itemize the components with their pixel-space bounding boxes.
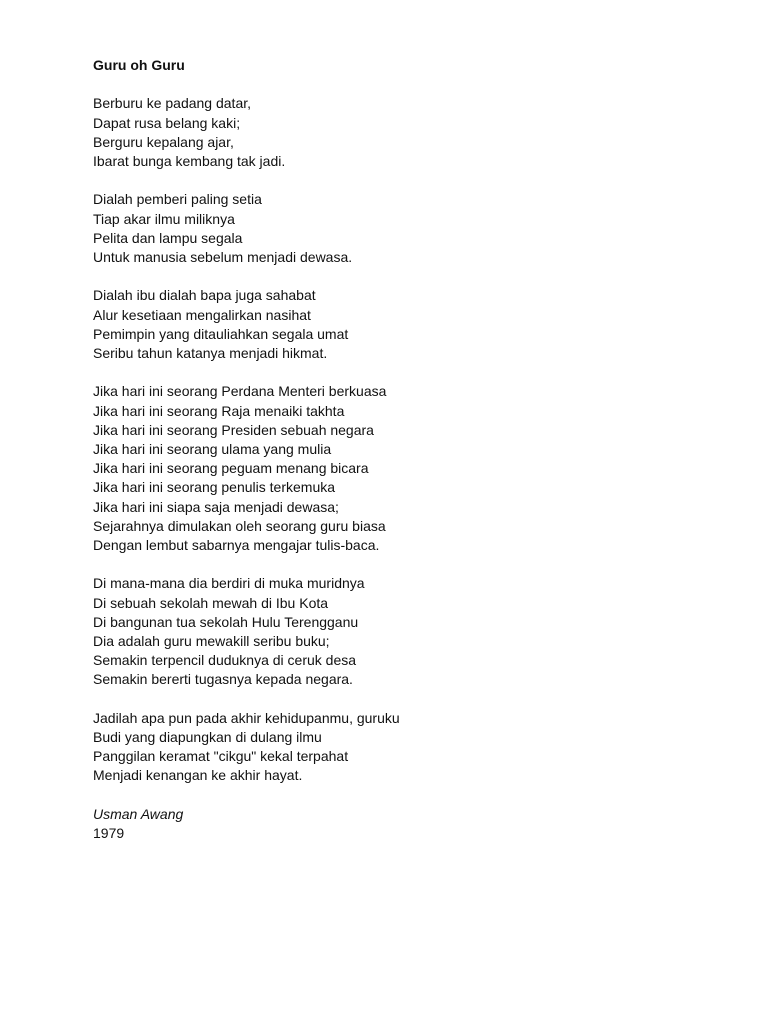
stanza-6 xyxy=(93,709,733,786)
poem-title: Guru oh Guru xyxy=(93,57,185,73)
poem-line: Jika hari ini seorang Perdana Menteri berkuasa xyxy=(93,383,387,400)
attribution xyxy=(93,805,733,843)
poem-line: Berburu ke padang datar, xyxy=(93,95,252,112)
poem-line: Dengan lembut sabarnya mengajar tulis-baca. xyxy=(93,537,380,554)
poem-line: Seribu tahun katanya menjadi hikmat. xyxy=(93,345,328,361)
poem-line: Budi yang diapungkan di dulang ilmu xyxy=(93,729,322,746)
poem-line: Semakin bererti tugasnya kepada negara. xyxy=(93,671,353,688)
poem-line: Jadilah apa pun pada akhir kehidupanmu, guruku xyxy=(93,709,400,726)
poem-line: Pelita dan lampu segala xyxy=(93,229,243,246)
stanza-5 xyxy=(93,574,733,689)
poem-line: Menjadi kenangan ke akhir hayat. xyxy=(93,767,303,784)
poem-line: Pemimpin yang ditauliahkan segala umat xyxy=(93,325,349,342)
poem-line: Jika hari ini seorang ulama yang mulia xyxy=(93,441,332,457)
poem-line: Jika hari ini seorang Raja menaiki takhta xyxy=(93,402,345,419)
poem-line: Panggilan keramat "cikgu" kekal terpahat xyxy=(93,748,349,765)
poem-line: Jika hari ini seorang penulis terkemuka xyxy=(93,479,336,496)
poem-line: Di bangunan tua sekolah Hulu Terengganu xyxy=(93,613,359,630)
stanza-4 xyxy=(93,382,733,555)
stanza-1 xyxy=(93,94,733,171)
poem-line: Sejarahnya dimulakan oleh seorang guru biasa xyxy=(93,517,386,534)
poem-line: Untuk manusia sebelum menjadi dewasa. xyxy=(93,249,353,265)
poem-line: Jika hari ini seorang Presiden sebuah negara xyxy=(93,421,374,438)
stanza-3 xyxy=(93,286,733,363)
poem-line: Semakin terpencil duduknya di ceruk desa xyxy=(93,652,357,669)
poem-line: Alur kesetiaan mengalirkan nasihat xyxy=(93,306,311,323)
poem-line: Di mana-mana dia berdiri di muka muridnya xyxy=(93,575,365,592)
poem-line: Tiap akar ilmu miliknya xyxy=(93,210,235,227)
poem-line: Dia adalah guru mewakill seribu buku; xyxy=(93,633,330,650)
document-page xyxy=(93,56,733,843)
poem-year: 1979 xyxy=(93,825,125,842)
poem-line: Ibarat bunga kembang tak jadi. xyxy=(93,153,286,169)
poem-line: Berguru kepalang ajar, xyxy=(93,133,234,150)
poem-line: Di sebuah sekolah mewah di Ibu Kota xyxy=(93,594,329,611)
poem-line: Dialah pemberi paling setia xyxy=(93,191,262,208)
poem-line: Dapat rusa belang kaki; xyxy=(93,114,241,131)
poem-author: Usman Awang xyxy=(93,805,184,822)
poem-line: Jika hari ini siapa saja menjadi dewasa; xyxy=(93,498,339,515)
stanza-2 xyxy=(93,190,733,267)
poem-line: Jika hari ini seorang peguam menang bicara xyxy=(93,460,369,477)
poem-line: Dialah ibu dialah bapa juga sahabat xyxy=(93,287,316,304)
